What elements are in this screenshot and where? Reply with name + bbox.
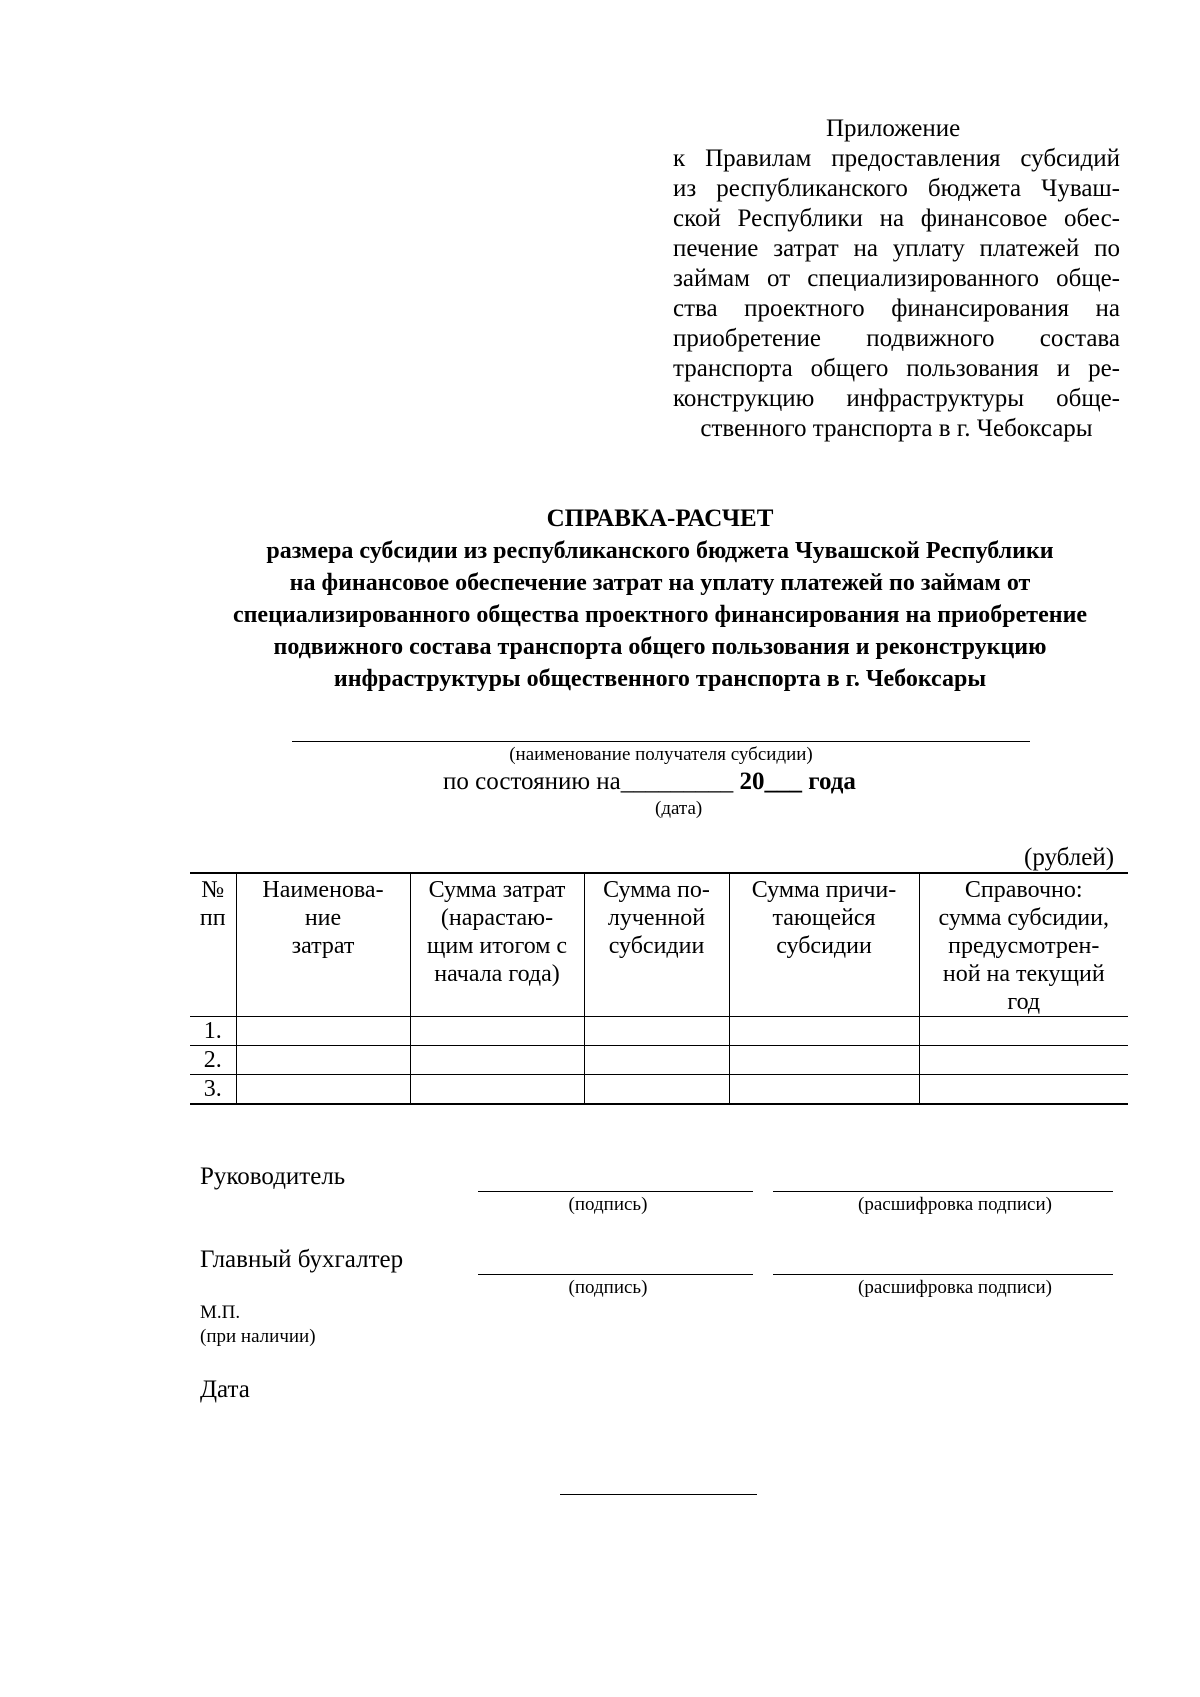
date-blank[interactable]: _________	[620, 768, 734, 795]
table-header-row	[190, 873, 1128, 1017]
cell-input[interactable]	[410, 1046, 584, 1075]
row-number: 1.	[190, 1017, 236, 1046]
appendix-line: из республиканского бюджета Чуваш-	[673, 175, 1120, 202]
cell-input[interactable]	[919, 1075, 1128, 1105]
cell-input[interactable]	[919, 1046, 1128, 1075]
appendix-line: печение затрат на уплату платежей по	[673, 235, 1120, 262]
year-prefix: 20___ года	[739, 768, 856, 795]
row-number: 3.	[190, 1075, 236, 1105]
appendix-line: ства проектного финансирования на	[673, 295, 1120, 322]
cell-input[interactable]	[236, 1046, 410, 1075]
cell-input[interactable]	[410, 1017, 584, 1046]
appendix-title: Приложение	[826, 115, 961, 142]
cell-input[interactable]	[584, 1075, 729, 1105]
document-subtitle-line: специализированного общества проектного финансирования на приобретение	[232, 602, 1088, 628]
status-prefix: по состоянию на	[443, 768, 621, 795]
document-subtitle-line: размера субсидии из республиканского бюджета Чувашской Республики	[266, 538, 1054, 564]
cell-input[interactable]	[919, 1017, 1128, 1046]
table-row	[190, 1017, 1128, 1046]
stamp-note: (при наличии)	[200, 1326, 316, 1347]
header-number: № пп	[190, 873, 236, 1017]
head-signature-caption: (подпись)	[568, 1194, 648, 1215]
recipient-caption: (наименование получателя субсидии)	[509, 744, 813, 765]
document-subtitle-line: на финансовое обеспечение затрат на уплату платежей по займам от	[289, 570, 1031, 596]
cell-input[interactable]	[729, 1017, 919, 1046]
accountant-signature-caption: (подпись)	[568, 1277, 648, 1298]
table-row	[190, 1075, 1128, 1105]
cell-input[interactable]	[584, 1017, 729, 1046]
appendix-body	[673, 144, 1120, 444]
appendix-line: займам от специализированного обще-	[673, 265, 1120, 292]
document-title: СПРАВКА-РАСЧЕТ	[546, 505, 774, 532]
header-cost-sum: Сумма затрат (нарастаю- щим итогом с начала года)	[410, 873, 584, 1017]
document-subtitle-line: подвижного состава транспорта общего пользования и реконструкцию	[273, 634, 1047, 660]
footer-divider	[560, 1494, 757, 1495]
cell-input[interactable]	[236, 1017, 410, 1046]
recipient-name-line[interactable]	[292, 741, 1030, 742]
accountant-label: Главный бухгалтер	[200, 1246, 404, 1273]
cell-input[interactable]	[410, 1075, 584, 1105]
head-decryption-line[interactable]	[773, 1191, 1113, 1192]
cell-input[interactable]	[729, 1046, 919, 1075]
document-title-block	[180, 503, 1140, 695]
appendix-line: ственного транспорта в г. Чебоксары	[700, 415, 1093, 442]
table-row	[190, 1046, 1128, 1075]
appendix-line: ской Республики на финансовое обес-	[673, 205, 1120, 232]
appendix-line: транспорта общего пользования и ре-	[673, 355, 1120, 382]
document-subtitle-line: инфраструктуры общественного транспорта в г. Чебоксары	[333, 666, 987, 692]
header-cost-name: Наименова- ние затрат	[236, 873, 410, 1017]
status-line	[443, 768, 856, 796]
row-number: 2.	[190, 1046, 236, 1075]
appendix-line: конструкцию инфраструктуры обще-	[673, 385, 1120, 412]
appendix-line: приобретение подвижного состава	[673, 325, 1120, 352]
units-label: (рублей)	[1024, 844, 1115, 871]
accountant-decryption-caption: (расшифровка подписи)	[858, 1277, 1052, 1298]
year-blank[interactable]: ___	[764, 768, 802, 795]
cell-input[interactable]	[584, 1046, 729, 1075]
stamp-label: М.П.	[200, 1302, 241, 1323]
date-caption: (дата)	[655, 798, 703, 819]
header-due-subsidy: Сумма причи- тающейся субсидии	[729, 873, 919, 1017]
header-received-subsidy: Сумма по- лученной субсидии	[584, 873, 729, 1017]
date-label: Дата	[200, 1376, 250, 1403]
accountant-signature-line[interactable]	[478, 1274, 753, 1275]
head-label: Руководитель	[200, 1163, 346, 1190]
cell-input[interactable]	[236, 1075, 410, 1105]
head-signature-line[interactable]	[478, 1191, 753, 1192]
appendix-line: к Правилам предоставления субсидий	[673, 145, 1120, 172]
header-reference: Справочно: сумма субсидии, предусмотрен- ной на текущий год	[919, 873, 1128, 1017]
head-decryption-caption: (расшифровка подписи)	[858, 1194, 1052, 1215]
accountant-decryption-line[interactable]	[773, 1274, 1113, 1275]
cell-input[interactable]	[729, 1075, 919, 1105]
calculation-table	[190, 872, 1128, 1105]
